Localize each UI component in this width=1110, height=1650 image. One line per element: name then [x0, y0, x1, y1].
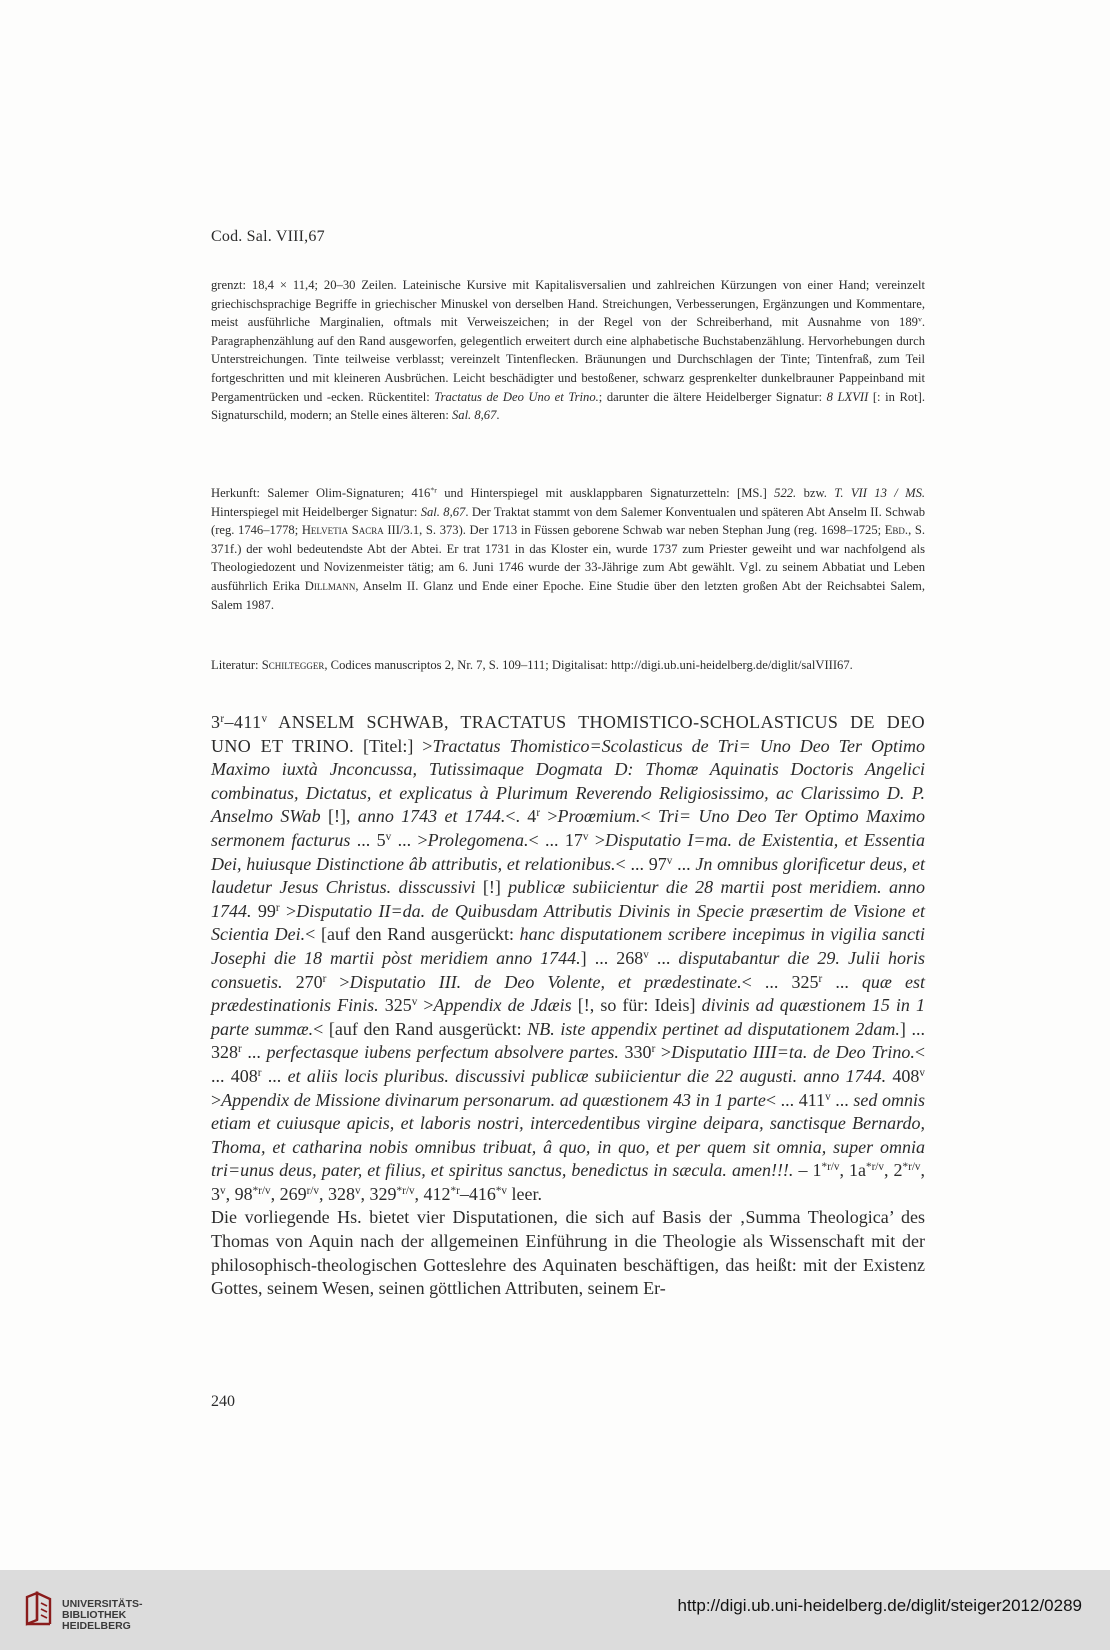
- physical-description: [211, 276, 925, 425]
- library-logo-icon: [24, 1591, 56, 1627]
- catalogue-entry: [211, 711, 925, 1301]
- logo-line: UNIVERSITÄTS-: [62, 1598, 143, 1610]
- viewer-footer-bar: [0, 1570, 1110, 1650]
- description-paragraph: grenzt: 18,4 × 11,4; 20–30 Zeilen. Lateinische Kursive mit Kapitalisversalien und zahlreichen Kürzungen von einer Hand; vereinzelt griechischsprachige Begriffe in griechischer Minuskel von derselben Hand. Streichungen, Verbesserungen, Ergänzungen und Kommentare, meist ausführliche Marginalien, oftmals mit Verweiszeichen; in der Regel von der Schreiberhand, mit Ausnahme von 189$^v$. Paragraphenzählung auf den Rand ausgeworfen, gelegentlich erweitert durch eine alphabetische Buchstabenzählung. Hervorhebungen durch Unterstreichungen. Tinte teilweise verblasst; vereinzelt Tintenflecken. Bräunungen und Durchschlagen der Tinte; Tintenfraß, zum Teil fortgeschritten und mit kleineren Ausbrüchen. Leicht beschädigter und bestoßener, schwarz gesprenkelter dunkelbrauner Pappeinband mit Pergamentrücken und -ecken. Rückentitel: Tractatus de Deo Uno et Trino.; darunter die ältere Heidelberger Signatur: 8 LXVII [: in Rot]. Signaturschild, modern; an Stelle eines älteren: Sal. 8,67.: [211, 278, 925, 423]
- entry-heading: 3$^r$–411$^v$ ANSELM SCHWAB, TRACTATUS THOMISTICO-SCHOLASTICUS DE DEO UNO ET TRINO.: [211, 712, 925, 756]
- permalink-url[interactable]: http://digi.ub.uni-heidelberg.de/diglit/steiger2012/0289: [677, 1596, 1082, 1615]
- logo-line: HEIDELBERG: [62, 1620, 131, 1632]
- literature-section: [211, 656, 925, 675]
- provenance-paragraph: Herkunft: Salemer Olim-Signaturen; 416$^{*r}$ und Hinterspiegel mit ausklappbaren Signaturzetteln: [MS.] 522. bzw. T. VII 13 / MS. Hinterspiegel mit Heidelberger Signatur: Sal. 8,67. Der Traktat stammt von dem Salemer Konventualen und späteren Abt Anselm II. Schwab (reg. 1746–1778; Helvetia Sacra III/3.1, S. 373). Der 1713 in Füssen geborene Schwab war neben Stephan Jung (reg. 1698–1725; Ebd., S. 371f.) der wohl bedeutendste Abt der Abtei. Er trat 1731 in das Kloster ein, wurde 1737 zum Priester geweiht und war nachfolgend als Theologiedozent und Novizenmeister tätig; am 6. Juni 1746 wurde der 33-Jährige zum Abt gewählt. Vgl. zu seinem Abbatiat und Leben ausführlich Erika Dillmann, Anselm II. Glanz und Ende einer Epoche. Eine Studie über den letzten großen Abt der Reichsabtei Salem, Salem 1987.: [211, 485, 926, 612]
- literature-paragraph: Literatur: Schiltegger, Codices manuscriptos 2, Nr. 7, S. 109–111; Digitalisat: http://digi.ub.uni-heidelberg.de/diglit/salVIII67.: [211, 658, 853, 672]
- running-head: Cod. Sal. VIII,67: [211, 228, 325, 245]
- entry-paragraph: 3$^r$–411$^v$ ANSELM SCHWAB, TRACTATUS THOMISTICO-SCHOLASTICUS DE DEO UNO ET TRINO. [Titel:] >Tractatus Thomistico=Scolasticus de Tri= Uno Deo Ter Optimo Maximo iuxtà Jnconcussa, Tutissimaque Dogmata D: Thomæ Aquinatis Doctoris Angelici combinatus, Dictatus, et explicatus à Plurimum Reverendo Religiosissimo, ac Clarissimo D. P. Anselmo SWab [!], anno 1743 et 1744.<. $4^r$ >Proœmium.< Tri= Uno Deo Ter Optimo Maximo sermonem facturus ... 5$^v$ ... >Prolegomena.< ... $17^v$ >Disputatio I=ma. de Existentia, et Essentia Dei, huiusque Distinctione âb attributis, et relationibus.< ... 97$^v$ ... Jn omnibus glorificetur deus, et laudetur Jesus Christus. disscussivi [!] publicæ subiicientur die 28 martii post meridiem. anno 1744. $99^r$ >Disputatio II=da. de Quibusdam Attributis Divinis in Specie præsertim de Visione et Scientia Dei.< [auf den Rand ausgerückt: hanc disputationem scribere incepimus in vigilia sancti Josephi die 18 martii pòst meridiem anno 1744.] ... 268$^v$ ... disputabantur die 29. Julii horis consuetis. $270^r$ >Disputatio III. de Deo Volente, et prædestinate.< ... 325$^r$ ... quæ est prædestinationis Finis. $325^v$ >Appendix de Jdæis [!, so für: Ideis] divinis ad quæstionem 15 in 1 parte summæ.< [auf den Rand ausgerückt: NB. iste appendix pertinet ad disputationem 2dam.] ... 328$^r$ ... perfectasque iubens perfectum absolvere partes. $330^r$ >Disputatio IIII=ta. de Deo Trino.< ... 408$^r$ ... et aliis locis pluribus. discussivi publicæ subiicientur die 22 augusti. anno 1744. $408^v$ >Appendix de Missione divinarum personarum. ad quæstionem 43 in 1 parte< ... 411$^v$ ... sed omnis etiam et cuiusque apicis, et laboris nostri, intercedentibus virgine deipara, sanctisque Bernardo, Thoma, et catharina nobis omnibus tribuat, â quo, in quo, et per quem sit omnia, super omnia tri=unus deus, pater, et filius, et spiritus sanctus, benedictus in sæcula. amen!!!. – $1^{*r/v}$, $1a^{*r/v}$, $2^{*r/v}$, 3$^v$, $98^{*r/v}$, $269^{r/v}$, 328$^v$, $329^{*r/v}$, 412$^{*r}$–416$^{*v}$ leer.: [211, 712, 926, 1204]
- page-number: 240: [211, 1393, 235, 1410]
- body-paragraph: Die vorliegende Hs. bietet vier Disputationen, die sich auf Basis der ‚Summa Theologica’ des Thomas von Aquin nach der allgemeinen Einführung in die Theologie als Wissenschaft mit der philosophisch-theologischen Gotteslehre des Aquinaten beschäftigen, das heißt: mit der Existenz Gottes, seinem Wesen, seinen göttlichen Attributen, seinem Er-: [211, 1207, 925, 1299]
- logo-wordmark: [62, 1599, 143, 1632]
- logo-line: BIBLIOTHEK: [62, 1609, 127, 1621]
- university-library-logo[interactable]: [24, 1579, 143, 1639]
- provenance-section: [211, 484, 925, 614]
